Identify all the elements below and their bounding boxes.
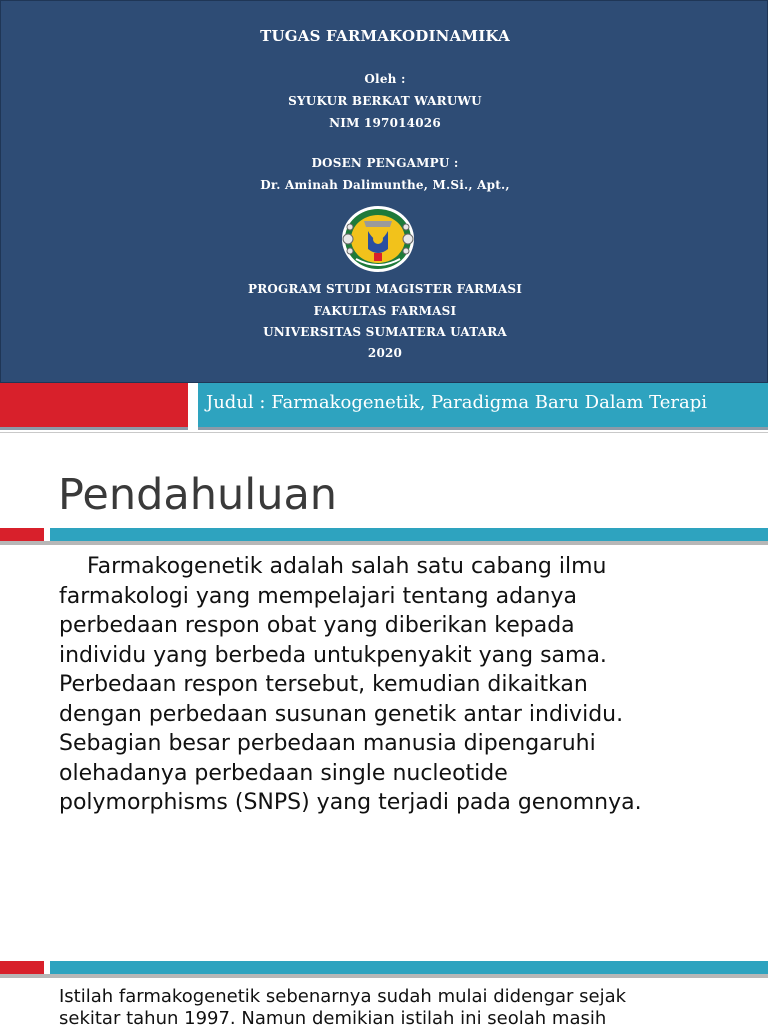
slide3-divider-teal xyxy=(50,961,768,974)
cover-panel xyxy=(0,0,768,383)
red-accent-bar xyxy=(0,383,188,427)
cover-slide xyxy=(0,0,768,432)
body-line: Farmakogenetik adalah salah satu cabang ilmu xyxy=(59,554,607,579)
cover-faculty: FAKULTAS FARMASI xyxy=(313,304,457,318)
slide3-line: Istilah farmakogenetik sebenarnya sudah mulai didengar sejak xyxy=(59,986,627,1007)
slide3-divider-red xyxy=(0,961,44,974)
cover-program: PROGRAM STUDI MAGISTER FARMASI xyxy=(247,282,523,296)
slide-body xyxy=(59,552,759,818)
cover-oleh-label: Oleh : xyxy=(364,72,406,86)
cover-nim: NIM 197014026 xyxy=(329,116,441,130)
heading-divider-shadow xyxy=(0,541,768,545)
cover-university: UNIVERSITAS SUMATERA UATARA xyxy=(263,325,507,339)
body-line: dengan perbedaan susunan genetik antar individu. xyxy=(59,701,624,727)
cover-dosen-label: DOSEN PENGAMPU : xyxy=(311,156,459,170)
heading-divider-red xyxy=(0,528,44,541)
cover-dosen-name: Dr. Aminah Dalimunthe, M.Si., Apt., xyxy=(260,178,510,192)
body-line: olehadanya perbedaan single nucleotide xyxy=(59,760,508,786)
body-line: Sebagian besar perbedaan manusia dipengaruhi xyxy=(59,731,596,756)
red-bar-shadow xyxy=(0,427,188,430)
slide-separator xyxy=(0,432,768,433)
body-line: polymorphisms (SNPS) yang terjadi pada genomnya. xyxy=(59,790,642,815)
cover-subtitle: Judul : Farmakogenetik, Paradigma Baru Dalam Terapi xyxy=(206,392,707,413)
cover-title: TUGAS FARMAKODINAMIKA xyxy=(260,27,510,45)
cover-author: SYUKUR BERKAT WARUWU xyxy=(288,94,482,108)
slide-heading: Pendahuluan xyxy=(58,470,338,520)
body-line: Perbedaan respon tersebut, kemudian dikaitkan xyxy=(59,672,588,697)
body-line: perbedaan respon obat yang diberikan kepada xyxy=(59,613,575,638)
heading-divider-teal xyxy=(50,528,768,541)
cover-year: 2020 xyxy=(367,346,403,360)
slide3-divider-shadow xyxy=(0,974,768,978)
slide3-body xyxy=(59,986,759,1030)
body-line: farmakologi yang mempelajari tentang adanya xyxy=(59,583,577,609)
university-seal-icon xyxy=(340,205,416,273)
teal-bar-shadow xyxy=(198,427,768,430)
slide3-line: sekitar tahun 1997. Namun demikian istilah ini seolah masih xyxy=(59,1008,607,1029)
body-line: individu yang berbeda untukpenyakit yang sama. xyxy=(59,642,607,668)
